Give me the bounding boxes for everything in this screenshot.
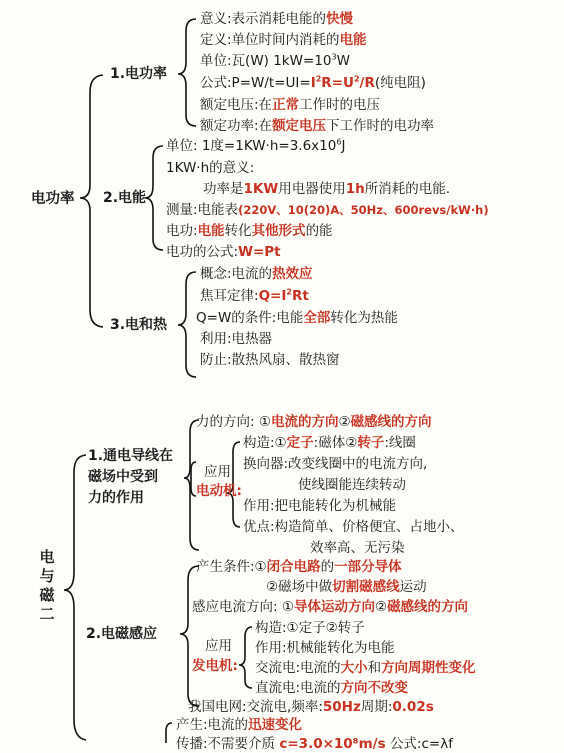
em-wave-partial-line: 传播:不需要介质 c=3.0×10⁸m/s 公式:c=λf xyxy=(176,736,453,752)
joule-law-line: 焦耳定律$:Q=I^2Rt$ xyxy=(200,287,309,304)
formula-line: 公式$:P=W/t=UI=I^2R=U^2/R$(纯电阻) xyxy=(200,74,426,91)
induction-condition-line-2: ②磁场中做切割磁感线运动 xyxy=(266,579,427,595)
motor-application-label: 应用 xyxy=(204,464,231,480)
dc-current-line: 直流电:电流的方向不改变 xyxy=(255,680,409,696)
section-1-title: 1.电功率 xyxy=(110,66,168,82)
section-m1-title: 1.通电导线在 磁场中受到 力的作用 xyxy=(88,448,174,506)
motor-merit-line-1: 优点:构造简单、价格便宜、占地小、 xyxy=(243,519,464,535)
generator-structure-line: 构造:①定子②转子 xyxy=(255,620,365,636)
unit-line: 单位:瓦(W) $1kW=10^3W$ xyxy=(200,52,350,69)
heat-use-line: 利用:电热器 xyxy=(200,331,273,347)
rated-voltage-line: 额定电压:在正常工作时的电压 xyxy=(200,97,381,113)
motor-function-line: 作用:把电能转化为机械能 xyxy=(243,498,397,514)
energy-unit-line: 单位: 1度$=1KW\cdot h=3.6x10^6J$ xyxy=(166,137,346,154)
heat-concept-line: 概念:电流的热效应 xyxy=(200,266,313,282)
rated-power-line: 额定功率:在额定电压下工作时的电功率 xyxy=(200,118,435,134)
kwh-meaning-line: 1KW·h的意义: xyxy=(166,160,255,176)
ac-current-line: 交流电:电流的大小和方向周期性变化 xyxy=(255,660,476,676)
motor-structure-line: 构造:①定子:磁体②转子:线圈 xyxy=(243,435,416,451)
generator-application-label: 应用 xyxy=(205,638,232,654)
section-m2-title: 2.电磁感应 xyxy=(86,626,158,642)
section-3-title: 3.电和热 xyxy=(110,317,168,333)
induced-current-direction-line: 感应电流方向: ①导体运动方向②磁感线的方向 xyxy=(192,599,469,615)
induction-condition-line-1: 产生条件:①闭合电路的一部分导体 xyxy=(196,559,402,575)
power-grid-line: 我国电网:交流电,频率:50Hz周期:0.02s xyxy=(188,699,434,715)
motor-merit-line-2: 效率高、无污染 xyxy=(310,540,405,556)
kwh-detail-line: 功率是1KW用电器使用1h所消耗的电能. xyxy=(203,181,451,197)
root-electricity-magnetism: 电 与 磁 二 xyxy=(39,548,55,623)
generator-function-line: 作用:机械能转化为电能 xyxy=(255,640,395,656)
section-2-title: 2.电能 xyxy=(103,190,147,206)
commutator-line-2: 使线圈能连续转动 xyxy=(298,477,406,493)
em-wave-produce-line: 产生:电流的迅速变化 xyxy=(176,717,303,733)
generator-label: 发电机: xyxy=(192,658,238,674)
qw-condition-line: Q=W的条件:电能全部转化为热能 xyxy=(196,310,398,326)
electric-work-line: 电功:电能转化其他形式的能 xyxy=(166,223,333,239)
motor-label: 电动机: xyxy=(196,483,242,499)
meaning-line: 意义:表示消耗电能的快慢 xyxy=(200,11,354,27)
root-electric-power: 电功率 xyxy=(31,191,75,207)
commutator-line-1: 换向器:改变线圈中的电流方向, xyxy=(243,456,428,472)
meter-line: 测量:电能表(220V、10(20)A、50Hz、600revs/kW·h) xyxy=(166,202,489,218)
force-direction-line: 力的方向: ①电流的方向②磁感线的方向 xyxy=(196,414,432,430)
heat-prevent-line: 防止:散热风扇、散热窗 xyxy=(200,352,340,368)
definition-line: 定义:单位时间内消耗的电能 xyxy=(200,32,367,48)
work-formula-line: 电功的公式:W=Pt xyxy=(166,244,281,260)
